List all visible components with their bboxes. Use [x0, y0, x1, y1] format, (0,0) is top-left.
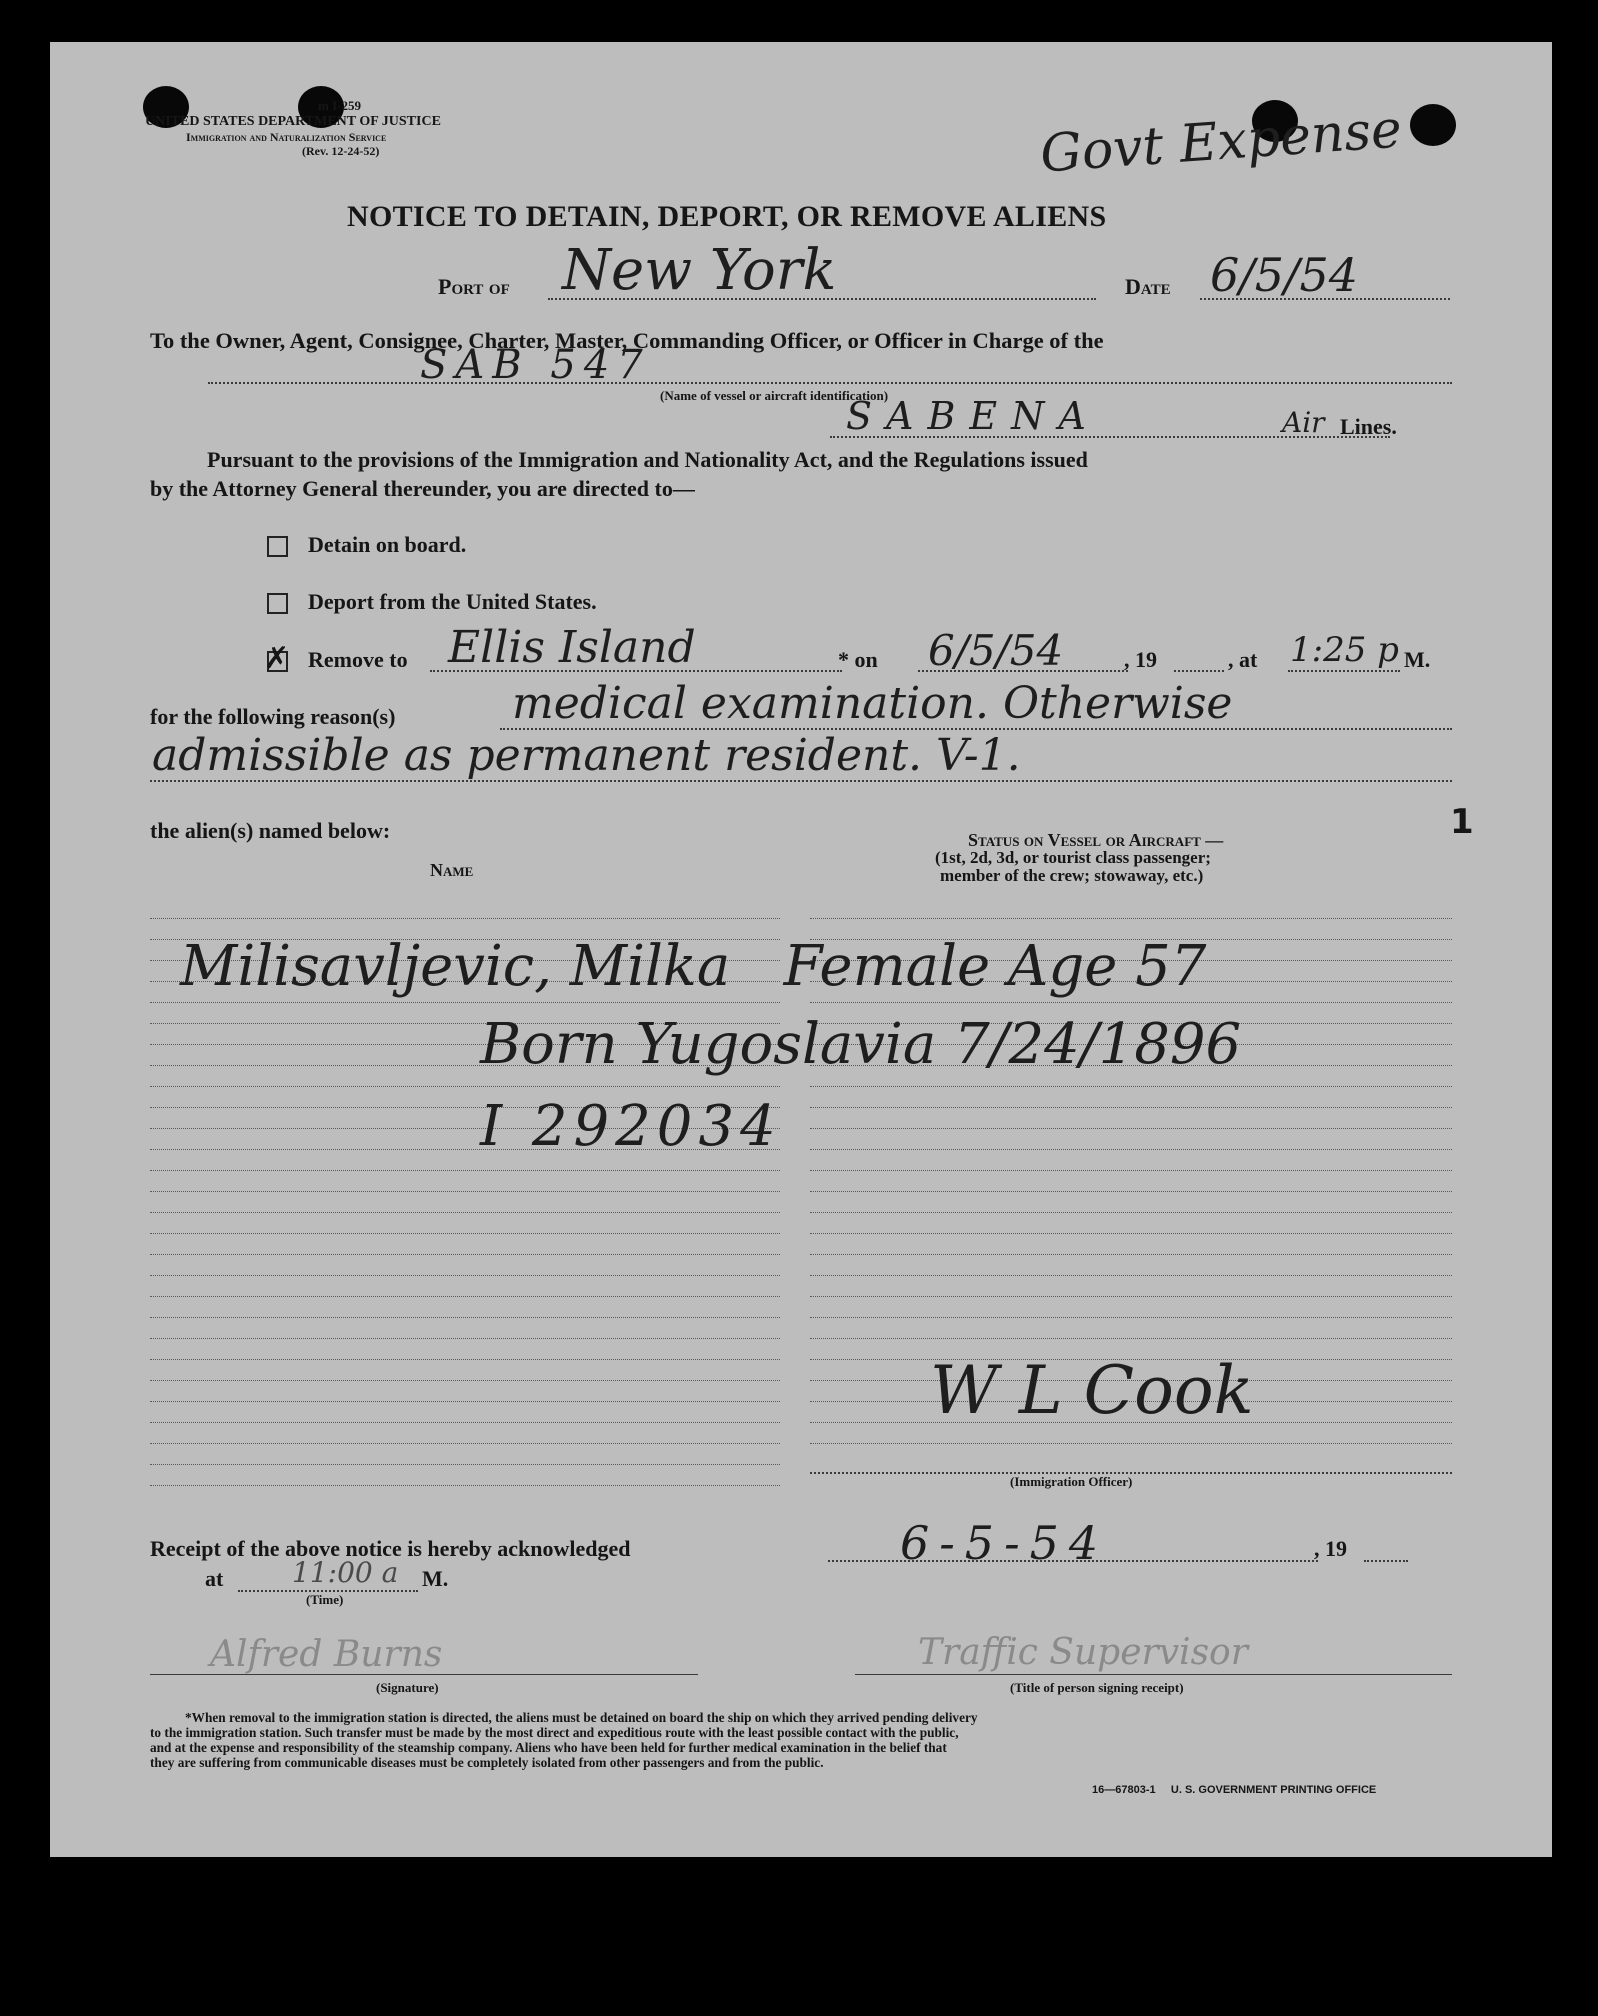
status-rule-line [810, 1086, 1452, 1087]
printer-imprint: 16—67803-1 U. S. GOVERNMENT PRINTING OFFICE [1092, 1784, 1377, 1796]
alien-entry-1: Milisavljevic, Milka Female Age 57 [180, 934, 1207, 999]
name-rule-line [150, 1002, 780, 1003]
year-line [1174, 670, 1224, 672]
reason-label: for the following reason(s) [150, 704, 396, 729]
detain-checkbox[interactable] [267, 536, 288, 557]
status-rule-line [810, 918, 1452, 919]
line-company-value: SABENA [846, 394, 1100, 438]
status-rule-line [810, 1128, 1452, 1129]
name-rule-line [150, 1443, 780, 1444]
name-rule-line [150, 1338, 780, 1339]
department-name: UNITED STATES DEPARTMENT OF JUSTICE [145, 114, 441, 129]
govt-expense-annotation: Govt Expense [1038, 99, 1404, 185]
vessel-value: SAB 547 [420, 342, 651, 388]
status-subheader-2: member of the crew; stowaway, etc.) [940, 866, 1204, 885]
deport-label: Deport from the United States. [308, 589, 597, 614]
port-value: New York [562, 238, 837, 303]
reason-value-2: admissible as permanent resident. V-1. [152, 730, 1021, 781]
remove-check-mark: ✗ [264, 641, 290, 676]
on-label: * on [838, 647, 878, 672]
name-rule-line [150, 1170, 780, 1171]
date-value: 6/5/54 [1210, 248, 1359, 302]
name-rule-line [150, 1086, 780, 1087]
name-rule-line [150, 1275, 780, 1276]
line-suffix-handwritten: Air [1282, 406, 1325, 439]
name-rule-line [150, 1485, 780, 1486]
status-rule-line [810, 1338, 1452, 1339]
alien-entry-3: I 292034 [480, 1094, 782, 1159]
time-meridiem: M. [1404, 647, 1431, 672]
service-name: Immigration and Naturalization Service [186, 130, 387, 144]
alien-entry-2: Born Yugoslavia 7/24/1896 [480, 1012, 1242, 1077]
form-sheet [50, 42, 1552, 1857]
receipt-label: Receipt of the above notice is hereby acknowledged [150, 1536, 631, 1561]
on-date-value: 6/5/54 [928, 626, 1064, 675]
pursuant-text: Pursuant to the provisions of the Immigration and Nationality Act, and the Regulations issued [207, 447, 1088, 472]
name-rule-line [150, 1296, 780, 1297]
footnote-line-2: to the immigration station. Such transfer must be made by the most direct and expeditious route with the least possible contact with the public, [150, 1725, 959, 1740]
form-title: NOTICE TO DETAIN, DEPORT, OR REMOVE ALIENS [347, 200, 1107, 233]
receipt-year-line [1364, 1560, 1408, 1562]
receipt-time-value: 11:00 a [292, 1556, 399, 1589]
footnote-line-4: they are suffering from communicable diseases must be completely isolated from other passengers and from the public. [150, 1755, 824, 1770]
status-rule-line [810, 1296, 1452, 1297]
at-label: , at [1228, 647, 1258, 672]
punch-hole [1410, 104, 1456, 146]
receipt-year-label: , 19 [1314, 1536, 1347, 1561]
status-rule-line [810, 1149, 1452, 1150]
lines-suffix: Lines. [1340, 414, 1397, 439]
date-label: Date [1125, 274, 1171, 299]
revision-date: (Rev. 12-24-52) [302, 144, 380, 158]
name-rule-line [150, 1380, 780, 1381]
status-rule-line [810, 1233, 1452, 1234]
name-rule-line [150, 1254, 780, 1255]
name-rule-line [150, 1212, 780, 1213]
pursuant-text-2: by the Attorney General thereunder, you are directed to— [150, 476, 695, 501]
name-rule-line [150, 1401, 780, 1402]
footnote-line-3: and at the expense and responsibility of the steamship company. Aliens who have been held for further medical examination in the belief that [150, 1740, 947, 1755]
name-rule-line [150, 1233, 780, 1234]
receipt-time-caption: (Time) [306, 1592, 344, 1607]
name-rule-line [150, 1191, 780, 1192]
status-rule-line [810, 1212, 1452, 1213]
receipt-date-value: 6-5-54 [900, 1516, 1109, 1570]
port-label: Port of [438, 274, 510, 299]
name-rule-line [150, 1464, 780, 1465]
receipt-title-value: Traffic Supervisor [918, 1632, 1248, 1673]
name-rule-line [150, 918, 780, 919]
status-rule-line [810, 1107, 1452, 1108]
footnote-line-1: *When removal to the immigration station is directed, the aliens must be detained on board the ship on which they arrived pending delivery [185, 1710, 978, 1725]
receipt-title-line [855, 1674, 1452, 1675]
time-line [1288, 670, 1400, 672]
alien-count-mark: 1 [1450, 802, 1474, 842]
remove-label: Remove to [308, 647, 408, 672]
name-rule-line [150, 1317, 780, 1318]
status-rule-line [810, 1191, 1452, 1192]
addressee-line: To the Owner, Agent, Consignee, Charter, Master, Commanding Officer, or Officer in Charge of the [150, 328, 1104, 353]
form-number: m I-259 [318, 98, 361, 113]
status-rule-line [810, 1170, 1452, 1171]
status-rule-line [810, 1443, 1452, 1444]
receipt-signature-value: Alfred Burns [210, 1634, 443, 1675]
officer-caption: (Immigration Officer) [1010, 1474, 1133, 1489]
receipt-at-label: at [205, 1566, 224, 1591]
status-rule-line [810, 1317, 1452, 1318]
detain-label: Detain on board. [308, 532, 467, 557]
aliens-label: the alien(s) named below: [150, 818, 391, 843]
status-rule-line [810, 1275, 1452, 1276]
status-rule-line [810, 1002, 1452, 1003]
reason-value-1: medical examination. Otherwise [512, 678, 1233, 729]
name-rule-line [150, 1359, 780, 1360]
vessel-line [208, 382, 1452, 384]
status-rule-line [810, 1254, 1452, 1255]
name-column-header: Name [430, 860, 474, 880]
status-column-header: Status on Vessel or Aircraft — [968, 830, 1224, 850]
status-subheader-1: (1st, 2d, 3d, or tourist class passenger; [935, 848, 1211, 867]
officer-signature: W L Cook [930, 1352, 1254, 1429]
deport-checkbox[interactable] [267, 593, 288, 614]
vessel-caption: (Name of vessel or aircraft identification) [660, 388, 889, 403]
year-label: , 19 [1124, 647, 1157, 672]
receipt-title-caption: (Title of person signing receipt) [1010, 1680, 1184, 1695]
time-value: 1:25 p [1290, 630, 1399, 670]
receipt-time-meridiem: M. [422, 1566, 449, 1591]
receipt-signature-caption: (Signature) [376, 1680, 439, 1695]
destination-value: Ellis Island [448, 622, 696, 673]
name-rule-line [150, 1422, 780, 1423]
